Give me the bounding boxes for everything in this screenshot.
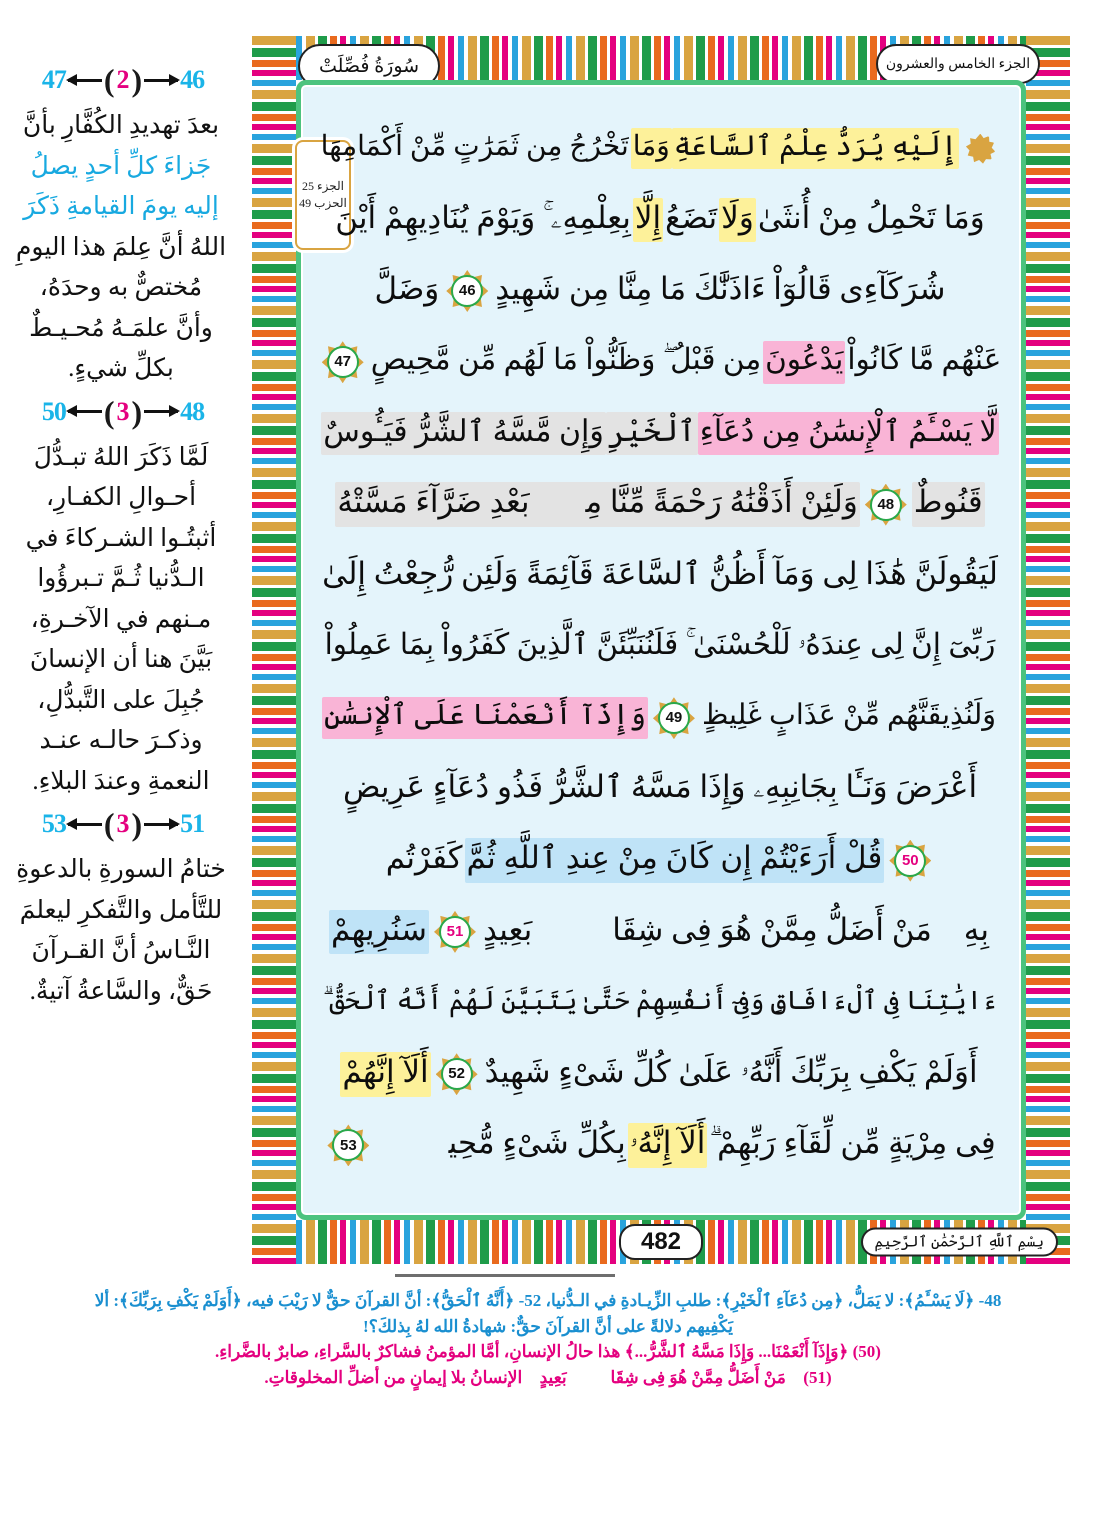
commentary-line: إليه يومَ القيامةِ ذَكَرَ: [23, 193, 219, 220]
commentary-line: جَزاءَ كلِّ أحدٍ يصلُ: [30, 152, 212, 180]
border-right: [1026, 36, 1070, 1264]
ayah-number: 46: [451, 275, 483, 307]
quran-text: وَلَنُذِيقَنَّهُم مِّنْ عَذَابٍ غَلِيظٍ: [701, 700, 997, 732]
commentary-line: الـدُّنيا ثُـمَّ تـبرؤُوا: [37, 565, 205, 592]
footnotes-section: [20, 1288, 1076, 1390]
commentary-line: بكلِّ شيءٍ.: [68, 355, 174, 382]
quran-line: [319, 683, 1001, 754]
footnote-line: يَكْفِيهم دلالةً على أنَّ القرآنَ حقٌّ: شهادةُ الله لهُ بِذلكَ؟!: [363, 1316, 733, 1336]
quran-text: لَيَقُولَنَّ هَٰذَا لِى وَمَآ أَظُنُّ ٱلسَّاعَةَ قَآئِمَةً وَلَئِن رُّجِعْتُ إِلَىٰ: [322, 555, 998, 591]
quran-text-highlighted: ٱلْخَيْرِ: [606, 412, 698, 456]
verse-range-indicator: 53 ( 3 ) 51: [41, 806, 205, 842]
arrow-left-icon: [68, 79, 102, 82]
commentary-line: حَقٌّ، والسَّاعةُ آتيةٌ.: [29, 977, 213, 1005]
quran-text-highlighted: قُلْ أَرَءَيْتُمْ إِن كَانَ مِنْ عِندِ ٱللَّهِ ثُمَّ: [465, 838, 885, 883]
ayah-number-marker: [434, 911, 476, 953]
quran-text-highlighted: وَلَا: [719, 198, 756, 243]
range-end: 50: [41, 396, 66, 426]
quran-text-highlighted: وَلَئِنْ أَذَقْنَٰهُ رَحْمَةً مِّنَّا مِنۢ بَعْدِ ضَرَّآءَ مَسَّتْهُ: [335, 482, 859, 527]
quran-line: [319, 327, 1001, 398]
arrow-left-icon: [68, 410, 102, 413]
ayah-number: 47: [327, 346, 359, 378]
quran-text: وَمَا تَحْمِلُ مِنْ أُنثَىٰ: [757, 199, 985, 235]
arrow-left-icon: [68, 823, 102, 826]
commentary-line: مُختصٌّ به وحدَهُ،: [39, 274, 203, 301]
basmala-plate: بِسْمِ ٱللَّهِ ٱلرَّحْمَٰنِ ٱلرَّحِيمِ: [861, 1228, 1058, 1257]
quran-text-highlighted: وَإِن مَّسَّهُ ٱلشَّرُّ فَيَـُٔوسٌ: [321, 412, 606, 456]
commentary-line: أثبتُـوا الشـركاءَ في: [25, 524, 217, 552]
verse-range-indicator: 50 ( 3 ) 48: [41, 393, 205, 430]
range-count: 3: [116, 396, 130, 426]
ayah-number-marker: [889, 840, 931, 882]
quran-line: [319, 184, 1001, 255]
footnote-divider: [395, 1274, 615, 1277]
quran-line: [319, 896, 1001, 967]
page-frame: [252, 36, 1070, 1264]
ayah-number-marker: [653, 697, 695, 739]
quran-line: [319, 1039, 1001, 1110]
commentary-line: بَيَّنَ هنا أن الإنسانَ: [29, 646, 213, 673]
footnote-line: (50) ﴿وَإِذَآ أَنْعَمْنَا... وَإِذَا مَسَّهُ ٱلشَّرُّ...﴾ هذا حالُ الإنسانِ، أمَّا المؤمنُ فشاكرٌ بالسَّراءِ، صابرٌ بالضَّراءِ.: [215, 1342, 881, 1361]
quran-line: [319, 255, 1001, 326]
commentary-line: وأنَّ علمَـهُ مُحـيـطٌ: [29, 314, 213, 342]
ayah-number-marker: [446, 270, 488, 312]
quran-text: عَنْهُم مَّا كَانُواْ: [847, 343, 1002, 376]
range-start: 46: [180, 65, 205, 94]
quran-line: [319, 967, 1001, 1038]
quran-text-highlighted: إِلَّا: [633, 198, 663, 243]
quran-line: [319, 469, 1001, 540]
quran-text-highlighted: لَّا يَسْـَٔمُ ٱلْإِنسَٰنُ مِن دُعَآءِ: [698, 412, 999, 456]
ayah-number: 50: [894, 845, 926, 877]
ayah-number: 52: [441, 1058, 473, 1090]
ayah-number: 48: [870, 489, 902, 521]
quran-text: فِى مِرْيَةٍ مِّن لِّقَآءِ رَبِّهِمْ ۗ: [709, 1125, 996, 1161]
commentary-line: اللهُ أنَّ عِلمَ هذا اليومِ: [15, 233, 227, 261]
ayah-number-marker: [327, 1124, 369, 1166]
ayah-start-rosette-icon: [965, 134, 995, 164]
quran-text-highlighted: وَإِذَآ أَنْعَمْنَا عَلَى ٱلْإِنسَٰنِ: [322, 697, 648, 739]
quran-text: رَبِّىٓ إِنَّ لِى عِندَهُۥ لَلْحُسْنَىٰ ۚ فَلَنُنَبِّئَنَّ ٱلَّذِينَ كَفَرُواْ بِمَا عَمِلُواْ: [324, 628, 996, 661]
commentary-line: النَّـاسُ أنَّ القـرآنَ: [31, 937, 211, 964]
quran-line: [319, 398, 1001, 469]
arrow-right-icon: [144, 410, 178, 413]
quran-text: مِن قَبْلُ ۖ وَظَنُّواْ مَا لَهُم مِّن مَّحِيصٍ: [370, 343, 762, 376]
juz-header-cartouche: الجزء الخامس والعشرون: [876, 44, 1040, 84]
commentary-line: وذكـرَ حالـه عنـد: [39, 727, 203, 754]
footnote-line: (51) ﴿مَنْ أَضَلُّ مِمَّنْ هُوَ فِى شِقَاقٍۭ بَعِيدٍ﴾ الإنسانُ بلا إيمانٍ من أضلِّ المخلوقاتِ.: [264, 1367, 832, 1387]
quran-text: تَخْرُجُ مِن ثَمَرَٰتٍ مِّنْ أَكْمَامِهَا: [320, 130, 629, 162]
quran-text-highlighted: يَدْعُونَ: [763, 341, 845, 384]
footnote-line: 48- ﴿لَا يَسْـَٔمُ﴾: لا يَمَلُّ، ﴿مِن دُعَآءِ ٱلْخَيْرِ﴾: طلبِ الزِّيـادةِ في الـدُّنيا، 52- ﴿أَنَّهُ ٱلْحَقُّ﴾: أنَّ القرآنَ حقٌّ لا رَيْبَ فيه، ﴿أَوَلَمْ يَكْفِ بِرَبِّكَ﴾: ألا: [94, 1291, 1002, 1310]
ayah-number: 51: [439, 916, 471, 948]
quran-line: [319, 825, 1001, 896]
quran-text: أَعْرَضَ وَنَـَٔا بِجَانِبِهِۦ وَإِذَا مَسَّهُ ٱلشَّرُّ فَذُو دُعَآءٍ عَرِيضٍ: [342, 769, 978, 805]
hizb-number: الحزب 49: [299, 196, 347, 210]
quran-text: بِكُلِّ شَىْءٍ مُّحِيطٌۢ: [376, 1125, 626, 1161]
footer-border: [252, 1220, 1070, 1264]
quran-line: [319, 113, 1001, 184]
quran-text: بِعِلْمِهِۦ ۚ وَيَوْمَ يُنَادِيهِمْ أَيْنَ: [335, 199, 631, 235]
quran-text: تَضَعُ: [665, 199, 718, 235]
commentary-line: بعدَ تهديدِ الكُفَّارِ بأنَّ: [22, 112, 220, 139]
quran-text: شُرَكَآءِى قَالُوٓاْ ءَاذَنَّٰكَ مَا مِنَّا مِن شَهِيدٍ: [495, 270, 946, 306]
range-count: 2: [116, 65, 130, 94]
quran-text: بِهِۦ مَنْ أَضَلُّ مِمَّنْ هُوَ فِى شِقَاقٍۭ بَعِيدٍ: [482, 911, 990, 947]
border-left: [252, 36, 296, 1264]
sidebar-commentary: [0, 58, 246, 1258]
verse-range-indicator: 47 ( 2 ) 46: [41, 62, 205, 98]
commentary-line: النعمةِ وعندَ البلاءِ.: [32, 767, 210, 795]
quran-text-highlighted: إِلَيْهِ يُرَدُّ عِلْمُ ٱلسَّاعَةِ: [672, 128, 960, 169]
page-number: 482: [619, 1224, 703, 1260]
commentary-line: ختامُ السورةِ بالدعوةِ: [16, 856, 226, 883]
quran-line: [319, 540, 1001, 611]
quran-text-highlighted: سَنُرِيهِمْ: [329, 910, 429, 955]
surah-title-cartouche: سُورَةُ فُصِّلَتْ: [298, 44, 440, 88]
commentary-line: للتَّأمل والتَّفكرِ ليعلمَ: [19, 896, 223, 924]
arrow-right-icon: [144, 79, 178, 82]
commentary-line: أحـوالِ الكفـارِ،: [45, 484, 197, 511]
range-end: 53: [41, 809, 66, 838]
quran-line: [319, 1110, 1001, 1181]
commentary-line: لَمَّا ذَكَرَ اللهُ تبـدُّلَ: [33, 443, 209, 471]
commentary-line: جُبِلَ على التَّبدُّلِ،: [37, 686, 205, 714]
ayah-number-marker: [865, 484, 907, 526]
text-frame: [296, 80, 1026, 1220]
quran-text: كَفَرْتُم: [385, 840, 463, 876]
juz-number: الجزء 25: [302, 179, 344, 193]
quran-line: [319, 611, 1001, 682]
ayah-number: 49: [658, 702, 690, 734]
range-start: 51: [180, 809, 205, 838]
arrow-right-icon: [144, 823, 178, 826]
quran-text-body: [311, 107, 1009, 1185]
ayah-number-marker: [322, 341, 364, 383]
ayah-number: 53: [332, 1129, 364, 1161]
quran-text: وَضَلَّ: [374, 270, 440, 306]
quran-text-highlighted: أَلَآ إِنَّهُمْ: [340, 1052, 430, 1097]
quran-text-highlighted: أَلَآ إِنَّهُۥ: [628, 1123, 708, 1168]
quran-text-highlighted: وَمَا: [631, 128, 672, 169]
quran-text-highlighted: قَنُوطٌ: [912, 482, 985, 527]
range-end: 47: [41, 65, 66, 94]
range-count: 3: [116, 809, 130, 838]
ayah-number-marker: [436, 1053, 478, 1095]
quran-text: ءَايَٰتِنَا فِى ٱلْءَافَاقِ وَفِىٓ أَنفُسِهِمْ حَتَّىٰ يَتَبَيَّنَ لَهُمْ أَنَّهُ ٱلْحَقُّ ۗ: [322, 986, 998, 1016]
commentary-line: مـنهم في الآخـرةِ،: [30, 605, 212, 633]
quran-text: أَوَلَمْ يَكْفِ بِرَبِّكَ أَنَّهُۥ عَلَىٰ كُلِّ شَىْءٍ شَهِيدٌ: [484, 1053, 978, 1089]
quran-line: [319, 754, 1001, 825]
range-start: 48: [180, 396, 205, 426]
